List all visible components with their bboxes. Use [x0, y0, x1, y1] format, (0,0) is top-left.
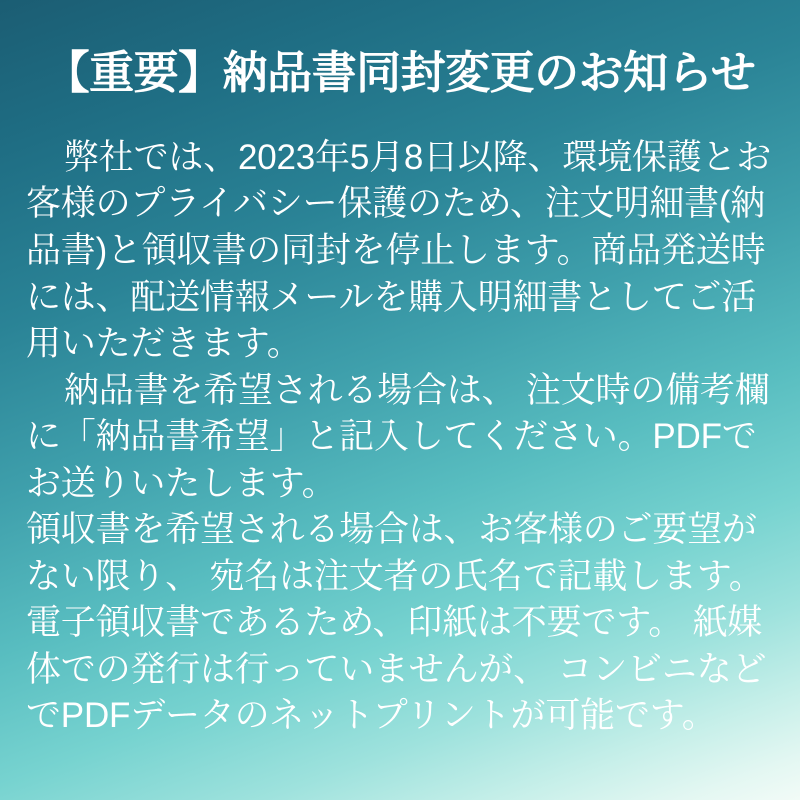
notice-body [26, 135, 774, 740]
notice-paragraph-3: 領収書を希望される場合は、お客様のご要望がない限り、 宛名は注文者の氏名で記載します。電子領収書であるため、印紙は不要です。 紙媒体での発行は行っていませんが、 コンビニなどでPDFデータのネットプリントが可能です。 [26, 510, 767, 736]
notice-paragraph-2: 納品書を希望される場合は、 注文時の備考欄に「納品書希望」と記入してください。PDFでお送りいたします。 [26, 370, 770, 503]
notice-paragraph-1: 弊社では、2023年5月8日以降、環境保護とお客様のプライバシー保護のため、注文明細書(納品書)と領収書の同封を停止します。商品発送時には、配送情報メールを購入明細書としてご活用いただきます。 [26, 137, 772, 364]
page-title: 【重要】納品書同封変更のお知らせ [44, 47, 756, 98]
